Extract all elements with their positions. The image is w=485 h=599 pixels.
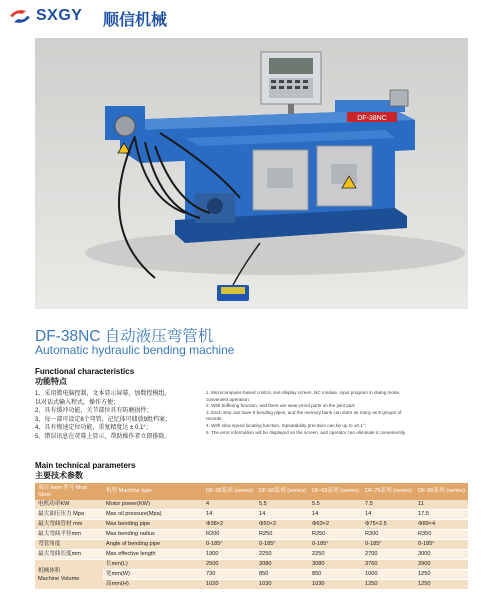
spec-table xyxy=(35,483,468,590)
cell-value: Φ50×2 xyxy=(256,520,309,530)
header-model: DF-63系列 (series) xyxy=(309,483,362,500)
feature-en-item: convenient operation; xyxy=(206,396,250,402)
cell-value: 1250 xyxy=(415,580,468,590)
header-model: DF-50系列 (series) xyxy=(256,483,309,500)
row-label-cn: 最大油压压力 Mpa xyxy=(35,510,103,520)
table-row xyxy=(35,520,468,530)
header-model: DF-89系列 (series) xyxy=(415,483,468,500)
cell-value: 0-185° xyxy=(256,540,309,550)
cell-value: 3080 xyxy=(309,560,362,570)
cell-value: R250 xyxy=(309,530,362,540)
header-model: DF-38系列 (series) xyxy=(203,483,256,500)
feature-en-item: 1. Microcomputer-based control, text-display screen, NC module, input program in dialog mode, xyxy=(206,390,401,395)
feature-en-item: 5. The error information will be displayed on the screen, and operator can eliminate it conveniently. xyxy=(206,429,407,435)
technical-heading-cn: 主要技术参数 xyxy=(35,471,83,480)
feature-cn-item: 1、采用微电脑控制，文本显示屏幕，加数控模组， xyxy=(35,391,171,397)
row-label-en: Motor power(KW) xyxy=(103,500,203,510)
features-cn-list xyxy=(35,390,205,442)
cell-value: 7.5 xyxy=(362,500,415,510)
functional-heading-en: Functional characteristics xyxy=(35,367,135,376)
cell-value: R350 xyxy=(415,530,468,540)
cell-value: 0-185° xyxy=(309,540,362,550)
row-label-en: Max bending pipe xyxy=(103,520,203,530)
cell-value: 850 xyxy=(309,570,362,580)
product-photo xyxy=(35,38,468,309)
spec-table-header xyxy=(35,483,468,500)
feature-en-item: 3. Each step can have 8 bending pipes, and the memory bank can store as many as 9 groups of xyxy=(206,409,402,415)
cell-value: R200 xyxy=(203,530,256,540)
row-label-cn: 最大弯曲管材 mm xyxy=(35,520,103,530)
feature-cn-item: 4、具有慢速定位功能，重复精度达 ± 0.1°； xyxy=(35,425,152,432)
feature-cn-item: 以对话式输入程式，操作方便； xyxy=(35,399,120,406)
cell-value: 14 xyxy=(362,510,415,520)
brand-name-cn: 顺信机械 xyxy=(103,12,168,29)
feature-cn-item: 2、具有缓冲功能，关节部位具有防磨损件； xyxy=(35,408,153,415)
header-model: DF-75系列 (series) xyxy=(362,483,415,500)
english-title: Automatic hydraulic bending machine xyxy=(35,343,235,357)
volume-label xyxy=(35,560,103,590)
feature-cn-item: 5、错误讯息在荧幕上显示，帮助操作者立即排除。 xyxy=(35,433,171,440)
cell-value: 1900 xyxy=(203,550,256,560)
cell-value: 850 xyxy=(256,570,309,580)
table-row xyxy=(35,530,468,540)
cell-value: 1250 xyxy=(415,570,468,580)
row-label-en: Max bending radius xyxy=(103,530,203,540)
volume-dim: 宽mm(W) xyxy=(103,570,203,580)
volume-dim: 高mm(H) xyxy=(103,580,203,590)
brand-mark-icon xyxy=(8,8,32,25)
row-label-en: Max oil pressure(Mpa) xyxy=(103,510,203,520)
cell-value: 4 xyxy=(203,500,256,510)
row-label-cn: 电机功率KW xyxy=(35,500,103,510)
row-label-en: Angle of bending pipe xyxy=(103,540,203,550)
cell-value: 14 xyxy=(256,510,309,520)
feature-cn-item: 3、每一部可设定8个弯管，记忆体可储放9组档案； xyxy=(35,416,172,423)
table-row xyxy=(35,550,468,560)
cell-value: 5.5 xyxy=(256,500,309,510)
cell-value: 3000 xyxy=(415,550,468,560)
cell-value: 1000 xyxy=(362,570,415,580)
cell-value: 2250 xyxy=(309,550,362,560)
cell-value: 2500 xyxy=(203,560,256,570)
row-label-cn: 最大弯曲长度mm xyxy=(35,550,103,560)
volume-label-en: Machine Volume xyxy=(38,575,80,582)
technical-heading xyxy=(35,461,135,481)
brand-logo xyxy=(8,6,238,28)
table-row xyxy=(35,510,468,520)
cell-value: 14 xyxy=(203,510,256,520)
brand-name: SXGY xyxy=(36,7,83,24)
header-item: 项目 Item 型号 Mod Steel xyxy=(35,483,103,500)
technical-heading-en: Main technical parameters xyxy=(35,461,136,470)
cell-value: 3080 xyxy=(256,560,309,570)
features-en-list xyxy=(206,390,466,436)
header-machine-type: 机型 Machine type xyxy=(103,483,203,500)
cell-value: 2700 xyxy=(362,550,415,560)
cell-value: 2250 xyxy=(256,550,309,560)
cell-value: 0-185° xyxy=(203,540,256,550)
cell-value: 11 xyxy=(415,500,468,510)
cell-value: 1020 xyxy=(203,580,256,590)
feature-en-item: 4. With slow speed locating function, repeatability precision can be up to ±0.1°; xyxy=(206,422,366,428)
cell-value: 5.5 xyxy=(309,500,362,510)
functional-heading xyxy=(35,367,134,387)
bending-machine-illustration xyxy=(35,38,468,309)
volume-dim: 长mm(L) xyxy=(103,560,203,570)
cell-value: 3760 xyxy=(362,560,415,570)
table-row xyxy=(35,500,468,510)
table-row xyxy=(35,540,468,550)
cell-value: 1030 xyxy=(256,580,309,590)
cell-value: 730 xyxy=(203,570,256,580)
cell-value: R250 xyxy=(256,530,309,540)
cell-value: 0-185° xyxy=(362,540,415,550)
row-label-cn: 弯管角度 xyxy=(35,540,103,550)
cell-value: 3900 xyxy=(415,560,468,570)
table-row xyxy=(35,560,468,570)
cell-value: R300 xyxy=(362,530,415,540)
cell-value: Φ75×2.5 xyxy=(362,520,415,530)
cell-value: 14 xyxy=(309,510,362,520)
nameplate-label: DF-38NC xyxy=(357,115,387,122)
cell-value: Φ63×2 xyxy=(309,520,362,530)
row-label-cn: 最大弯曲半径mm xyxy=(35,530,103,540)
functional-heading-cn: 功能特点 xyxy=(35,377,67,386)
cell-value: Φ89×4 xyxy=(415,520,468,530)
row-label-en: Max effective length xyxy=(103,550,203,560)
cell-value: 1030 xyxy=(309,580,362,590)
volume-label-cn: 机械体积 xyxy=(38,567,61,574)
cell-value: 17.5 xyxy=(415,510,468,520)
feature-en-item: 2. With buffering function, and there are wear-proof parts on the joint part; xyxy=(206,403,356,409)
model-title: DF-38NC 自动液压弯管机 xyxy=(35,328,214,345)
cell-value: 0-185° xyxy=(415,540,468,550)
cell-value: 1250 xyxy=(362,580,415,590)
cell-value: Φ38×2 xyxy=(203,520,256,530)
feature-en-item: records; xyxy=(206,416,223,422)
